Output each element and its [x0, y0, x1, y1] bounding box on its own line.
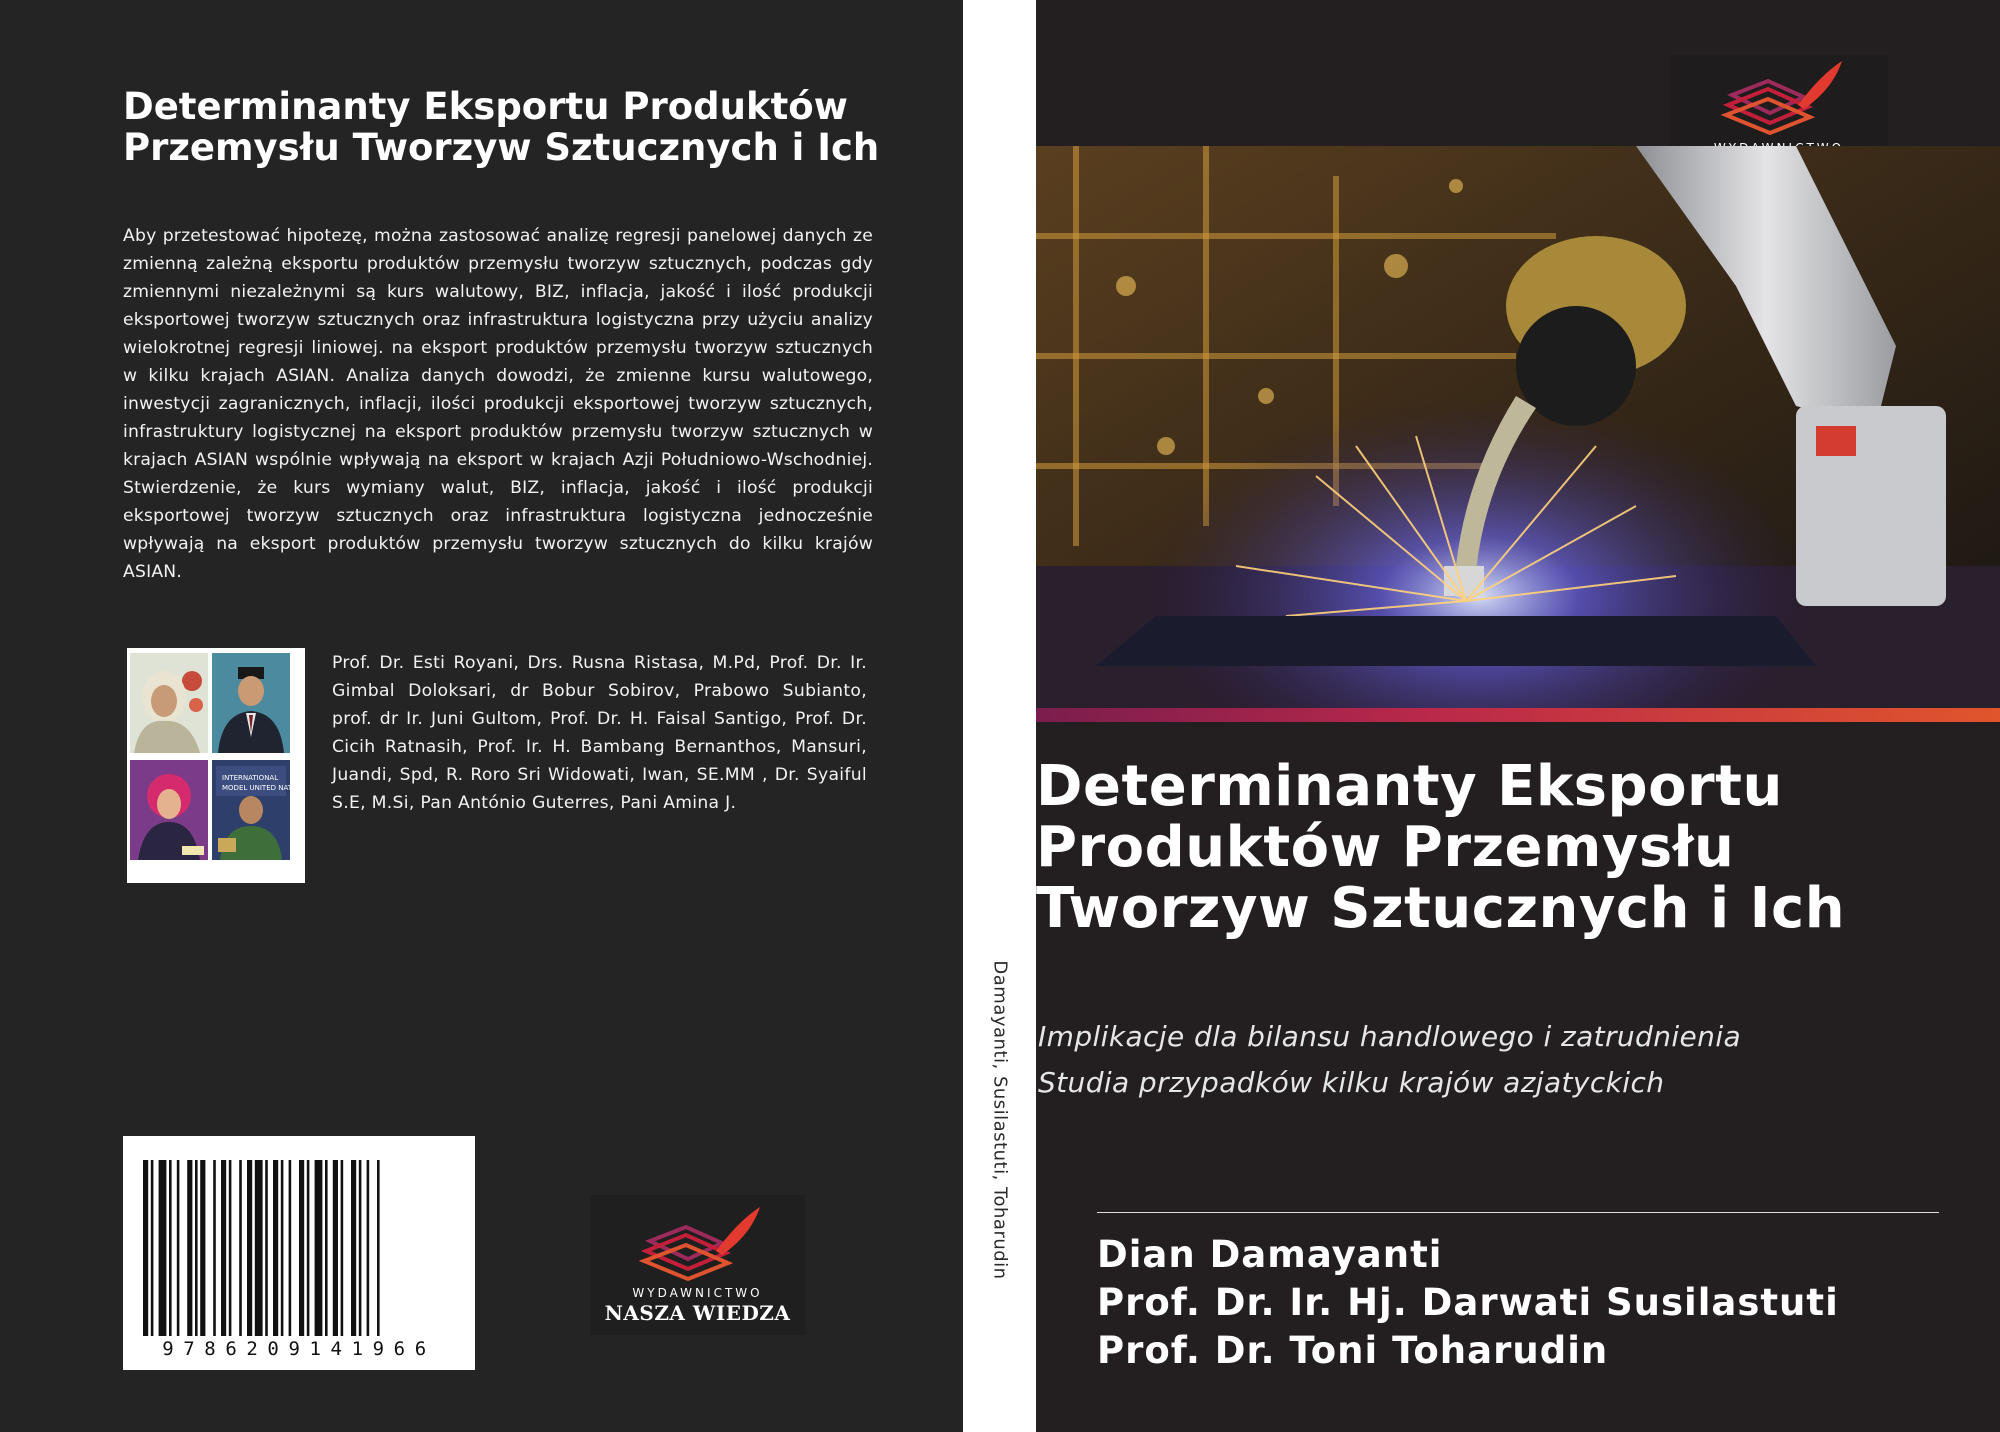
back-publisher-logo — [590, 1195, 805, 1335]
front-cover-title: Determinanty Eksportu Produktów Przemysłu Tworzyw Sztucznych i Ich — [1036, 754, 1846, 941]
front-subtitle-line-1: Implikacje dla bilansu handlowego i zatrudnienia — [1038, 1020, 1742, 1053]
publisher-label: WYDAWNICTWO — [632, 1286, 763, 1300]
svg-text:INTERNATIONAL: INTERNATIONAL — [222, 774, 279, 782]
author-divider — [1097, 1212, 1939, 1213]
author-2: Prof. Dr. Ir. Hj. Darwati Susilastuti — [1097, 1281, 1839, 1324]
author-1: Dian Damayanti — [1097, 1233, 1443, 1276]
publisher-book-icon — [630, 1203, 770, 1287]
svg-text:MODEL UNITED NATIO: MODEL UNITED NATIO — [222, 784, 300, 792]
publisher-name: NASZA WIEDZA — [604, 1301, 791, 1325]
cover-accent-bar — [1036, 708, 2000, 722]
author-photo-2 — [212, 653, 290, 753]
author-3: Prof. Dr. Toni Toharudin — [1097, 1329, 1609, 1372]
isbn-number: 9786209141966 — [162, 1338, 436, 1360]
back-cover-title: Determinanty Eksportu Produktów Przemysłu Tworzyw Sztucznych i Ich — [123, 85, 880, 169]
cover-welding-robot-image — [1036, 146, 2000, 708]
author-photo-4 — [212, 760, 300, 860]
barcode-bars — [143, 1160, 455, 1336]
isbn-barcode — [123, 1136, 475, 1370]
author-photo-1 — [130, 653, 208, 753]
publisher-book-icon — [1712, 57, 1852, 141]
author-photo-3 — [130, 760, 208, 860]
spine-authors: Damayanti, Susilastuti, Toharudin — [989, 960, 1011, 1280]
front-subtitle-line-2: Studia przypadków kilku krajów azjatyckich — [1038, 1066, 1665, 1099]
author-photos — [127, 648, 305, 883]
back-cover-description: Aby przetestować hipotezę, można zastosować analizę regresji panelowej danych ze zmienną zależną eksportu produktów przemysłu tworzyw sztucznych, podczas gdy zmiennymi niezależnymi są kurs walutowy, BIZ, inflacja, jakość i ilość produkcji eksportowej tworzyw sztucznych oraz infrastruktura logistyczna przy użyciu analizy wielokrotnej regresji liniowej. na eksport produktów przemysłu tworzyw sztucznych w kilku krajach ASIAN. Analiza danych dowodzi, że zmienne kursu walutowego, inwestycji zagranicznych, inflacji, ilości produkcji eksportowej tworzyw sztucznych, infrastruktury logistycznej na eksport produktów przemysłu tworzyw sztucznych w krajach ASIAN wspólnie wpływają na eksport w krajach Azji Południowo-Wschodniej. Stwierdzenie, że kurs wymiany walut, BIZ, inflacja, jakość i ilość produkcji eksportowej tworzyw sztucznych oraz infrastruktura logistyczna jednocześnie wpływają na eksport produktów przemysłu tworzyw sztucznych do kilku krajów ASIAN. — [123, 226, 873, 582]
authors-bio: Prof. Dr. Esti Royani, Drs. Rusna Ristasa, M.Pd, Prof. Dr. Ir. Gimbal Doloksari, dr Bobur Sobirov, Prabowo Subianto, prof. dr Ir. Juni Gultom, Prof. Dr. H. Faisal Santigo, Prof. Dr. Cicih Ratnasih, Prof. Ir. H. Bambang Bernanthos, Mansuri, Juandi, Spd, R. Roro Sri Widowati, Iwan, SE.MM , Dr. Syaiful S.E, M.Si, Pan António Guterres, Pani Amina J. — [332, 653, 867, 813]
